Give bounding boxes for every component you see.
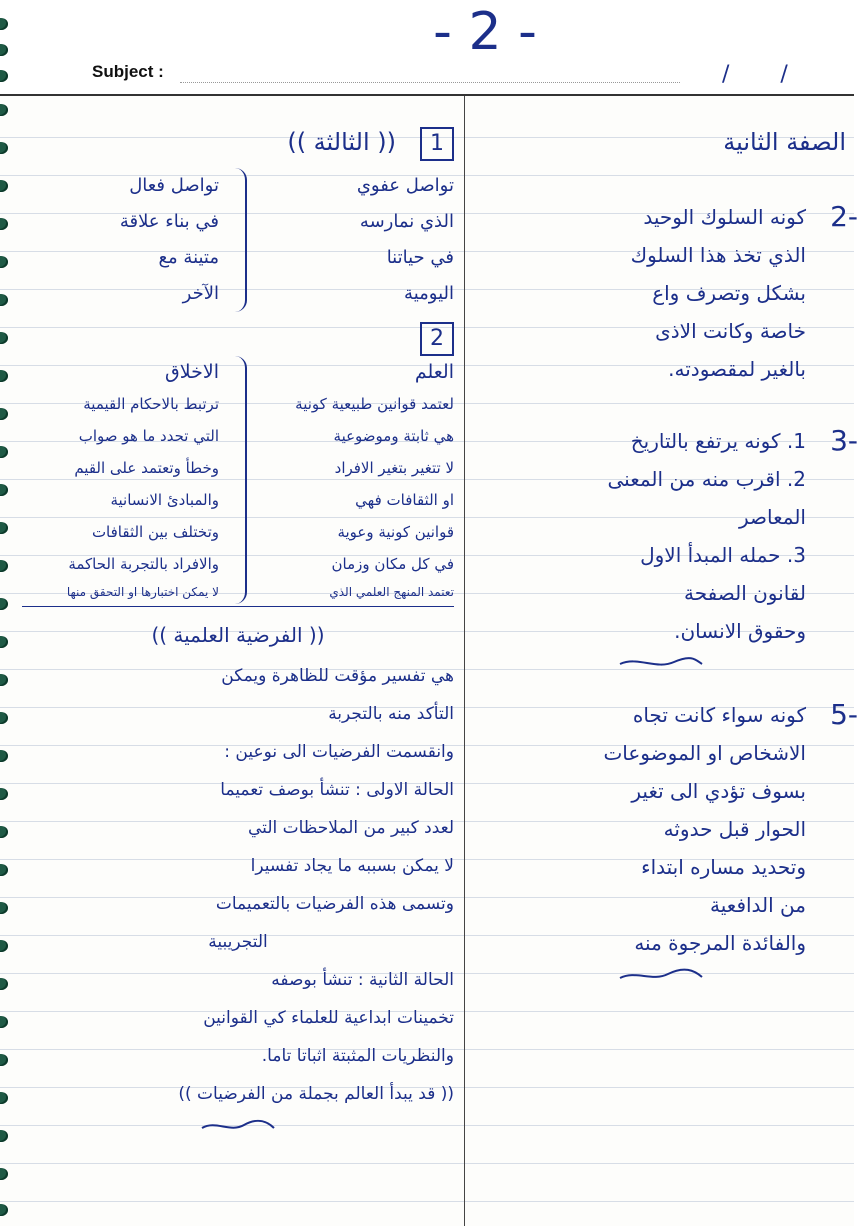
spiral-ring <box>0 44 8 56</box>
brace-divider <box>229 356 247 604</box>
list-line: لا يمكن اختبارها او التحقق منها <box>66 585 219 599</box>
list-line: لا تتغير بتغير الافراد <box>334 459 454 477</box>
paragraph-line: لا يمكن بسببه ما يجاد تفسيرا <box>250 856 454 876</box>
item-line: كونه السلوك الوحيد <box>643 205 806 229</box>
squiggle-divider <box>616 968 706 982</box>
spiral-ring <box>0 1168 8 1180</box>
item-line: الاشخاص او الموضوعات <box>603 741 806 765</box>
list-line: والمبادئ الانسانية <box>110 491 219 509</box>
page-number: - 2 - <box>433 2 537 62</box>
item-number: 2- <box>830 200 858 233</box>
paragraph-line: وتسمى هذه الفرضيات بالتعميمات <box>215 894 454 914</box>
item-number: 3- <box>830 424 858 457</box>
spiral-ring <box>0 446 8 458</box>
spiral-ring <box>0 294 8 306</box>
right-column-title: الصفة الثانية <box>723 128 846 156</box>
left-column <box>22 120 454 1143</box>
list-line: هي ثابتة وموضوعية <box>333 427 454 445</box>
spiral-ring <box>0 864 8 876</box>
section-3-title: (( الفرضية العلمية )) <box>151 623 325 647</box>
section-2 <box>22 322 454 607</box>
item-line: بشكل وتصرف واع <box>652 281 806 305</box>
item-line: 2. اقرب منه من المعنى <box>607 467 806 491</box>
spiral-ring <box>0 674 8 686</box>
list-line: تواصل عفوي <box>356 175 454 196</box>
list-line: والافراد بالتجربة الحاكمة <box>68 555 219 573</box>
right-column <box>476 120 858 1008</box>
section-3 <box>22 617 454 1133</box>
section-number-box: 1 <box>420 127 454 161</box>
section-2-heading <box>22 322 454 356</box>
item-line: بالغير لمقصودته. <box>668 357 806 381</box>
spiral-ring <box>0 370 8 382</box>
item-line: لقانون الصفحة <box>684 581 806 605</box>
list-line: او الثقافات فهي <box>355 491 454 509</box>
column-head: الاخلاق <box>165 361 219 383</box>
date-marks: / / <box>722 62 810 87</box>
section-1-columns <box>22 168 454 312</box>
spiral-ring <box>0 18 8 30</box>
spiral-ring <box>0 332 8 344</box>
spiral-ring <box>0 902 8 914</box>
paragraph-line: التجريبية <box>208 932 268 952</box>
item-line: والفائدة المرجوة منه <box>634 931 806 955</box>
list-line: قوانين كونية وعوية <box>337 523 454 541</box>
list-line: ترتبط بالاحكام القيمية <box>83 395 219 413</box>
item-number: 5- <box>830 698 858 731</box>
spiral-ring <box>0 560 8 572</box>
spiral-ring <box>0 70 8 82</box>
spiral-ring <box>0 408 8 420</box>
spiral-ring <box>0 142 8 154</box>
paragraph-line: تخمينات ابداعية للعلماء كي القوانين <box>203 1008 454 1028</box>
spiral-ring <box>0 218 8 230</box>
spiral-ring <box>0 636 8 648</box>
spiral-ring <box>0 256 8 268</box>
list-line: في كل مكان وزمان <box>331 555 454 573</box>
list-line: تواصل فعال <box>129 175 219 196</box>
list-line: في حياتنا <box>386 247 454 268</box>
squiggle-divider <box>198 1119 278 1133</box>
paragraph-line: التأكد منه بالتجربة <box>328 704 454 724</box>
list-line: الآخر <box>182 283 219 304</box>
spiral-ring <box>0 788 8 800</box>
paragraph-line: والنظريات المثبتة اثباتا تاما. <box>261 1046 454 1066</box>
item-line: وحقوق الانسان. <box>674 619 806 643</box>
list-line: اليومية <box>404 283 454 304</box>
item-line: من الدافعية <box>710 893 806 917</box>
item-line: 1. كونه يرتفع بالتاريخ <box>630 429 806 453</box>
spiral-ring <box>0 522 8 534</box>
item-line: الحوار قبل حدوثه <box>663 817 806 841</box>
spiral-ring <box>0 1016 8 1028</box>
list-line: لعتمد قوانين طبيعية كونية <box>295 395 454 413</box>
section-1-right-list <box>257 168 454 312</box>
column-head: العلم <box>414 361 454 383</box>
spiral-ring <box>0 712 8 724</box>
item-line: وتحديد مساره ابتداء <box>641 855 806 879</box>
paragraph-line: الحالة الاولى : تنشأ بوصف تعميما <box>220 780 454 800</box>
paragraph-line: لعدد كبير من الملاحظات التي <box>248 818 454 838</box>
list-line: وتختلف بين الثقافات <box>91 523 219 541</box>
section-1-title: (( الثالثة )) <box>287 128 396 156</box>
spiral-ring <box>0 484 8 496</box>
section-1-left-list <box>22 168 219 312</box>
section-1 <box>22 120 454 312</box>
spiral-ring <box>0 750 8 762</box>
ethics-column <box>22 356 219 604</box>
item-line: الذي تخذ هذا السلوك <box>630 243 806 267</box>
spiral-ring <box>0 1130 8 1142</box>
squiggle-divider <box>616 656 706 670</box>
spiral-ring <box>0 1204 8 1216</box>
right-item <box>476 422 858 670</box>
spiral-ring <box>0 1054 8 1066</box>
paragraph-line: وانقسمت الفرضيات الى نوعين : <box>224 742 454 762</box>
right-item <box>476 198 858 388</box>
spiral-ring <box>0 180 8 192</box>
spiral-ring <box>0 598 8 610</box>
spiral-ring <box>0 978 8 990</box>
section-number-box: 2 <box>420 322 454 356</box>
section-1-heading <box>22 120 454 168</box>
list-line: تعتمد المنهج العلمي الذي <box>329 585 454 599</box>
spiral-ring <box>0 1092 8 1104</box>
paragraph-line: هي تفسير مؤقت للظاهرة ويمكن <box>221 666 454 686</box>
item-line: خاصة وكانت الاذى <box>655 319 806 343</box>
spiral-ring <box>0 104 8 116</box>
list-line: متينة مع <box>158 247 219 268</box>
paragraph-line: (( قد يبدأ العالم بجملة من الفرضيات )) <box>178 1084 454 1104</box>
science-column <box>257 356 454 604</box>
item-line: 3. حمله المبدأ الاول <box>640 543 806 567</box>
subject-label: Subject : <box>92 62 164 81</box>
right-item <box>476 696 858 982</box>
spiral-ring <box>0 826 8 838</box>
section-2-columns <box>22 356 454 604</box>
list-line: التي تحدد ما هو صواب <box>78 427 219 445</box>
list-line: الذي نمارسه <box>359 211 454 232</box>
spiral-binding <box>0 0 14 1226</box>
section-divider-line <box>22 606 454 607</box>
spiral-ring <box>0 940 8 952</box>
top-margin-rule <box>0 94 854 96</box>
subject-line <box>180 82 680 83</box>
brace-divider <box>229 168 247 312</box>
paragraph-line: الحالة الثانية : تنشأ بوصفه <box>271 970 454 990</box>
item-line: المعاصر <box>739 505 806 529</box>
center-column-rule <box>464 96 465 1226</box>
list-line: في بناء علاقة <box>119 211 219 232</box>
item-line: بسوف تؤدي الى تغير <box>631 779 806 803</box>
list-line: وخطأ وتعتمد على القيم <box>74 459 219 477</box>
item-line: كونه سواء كانت تجاه <box>632 703 806 727</box>
